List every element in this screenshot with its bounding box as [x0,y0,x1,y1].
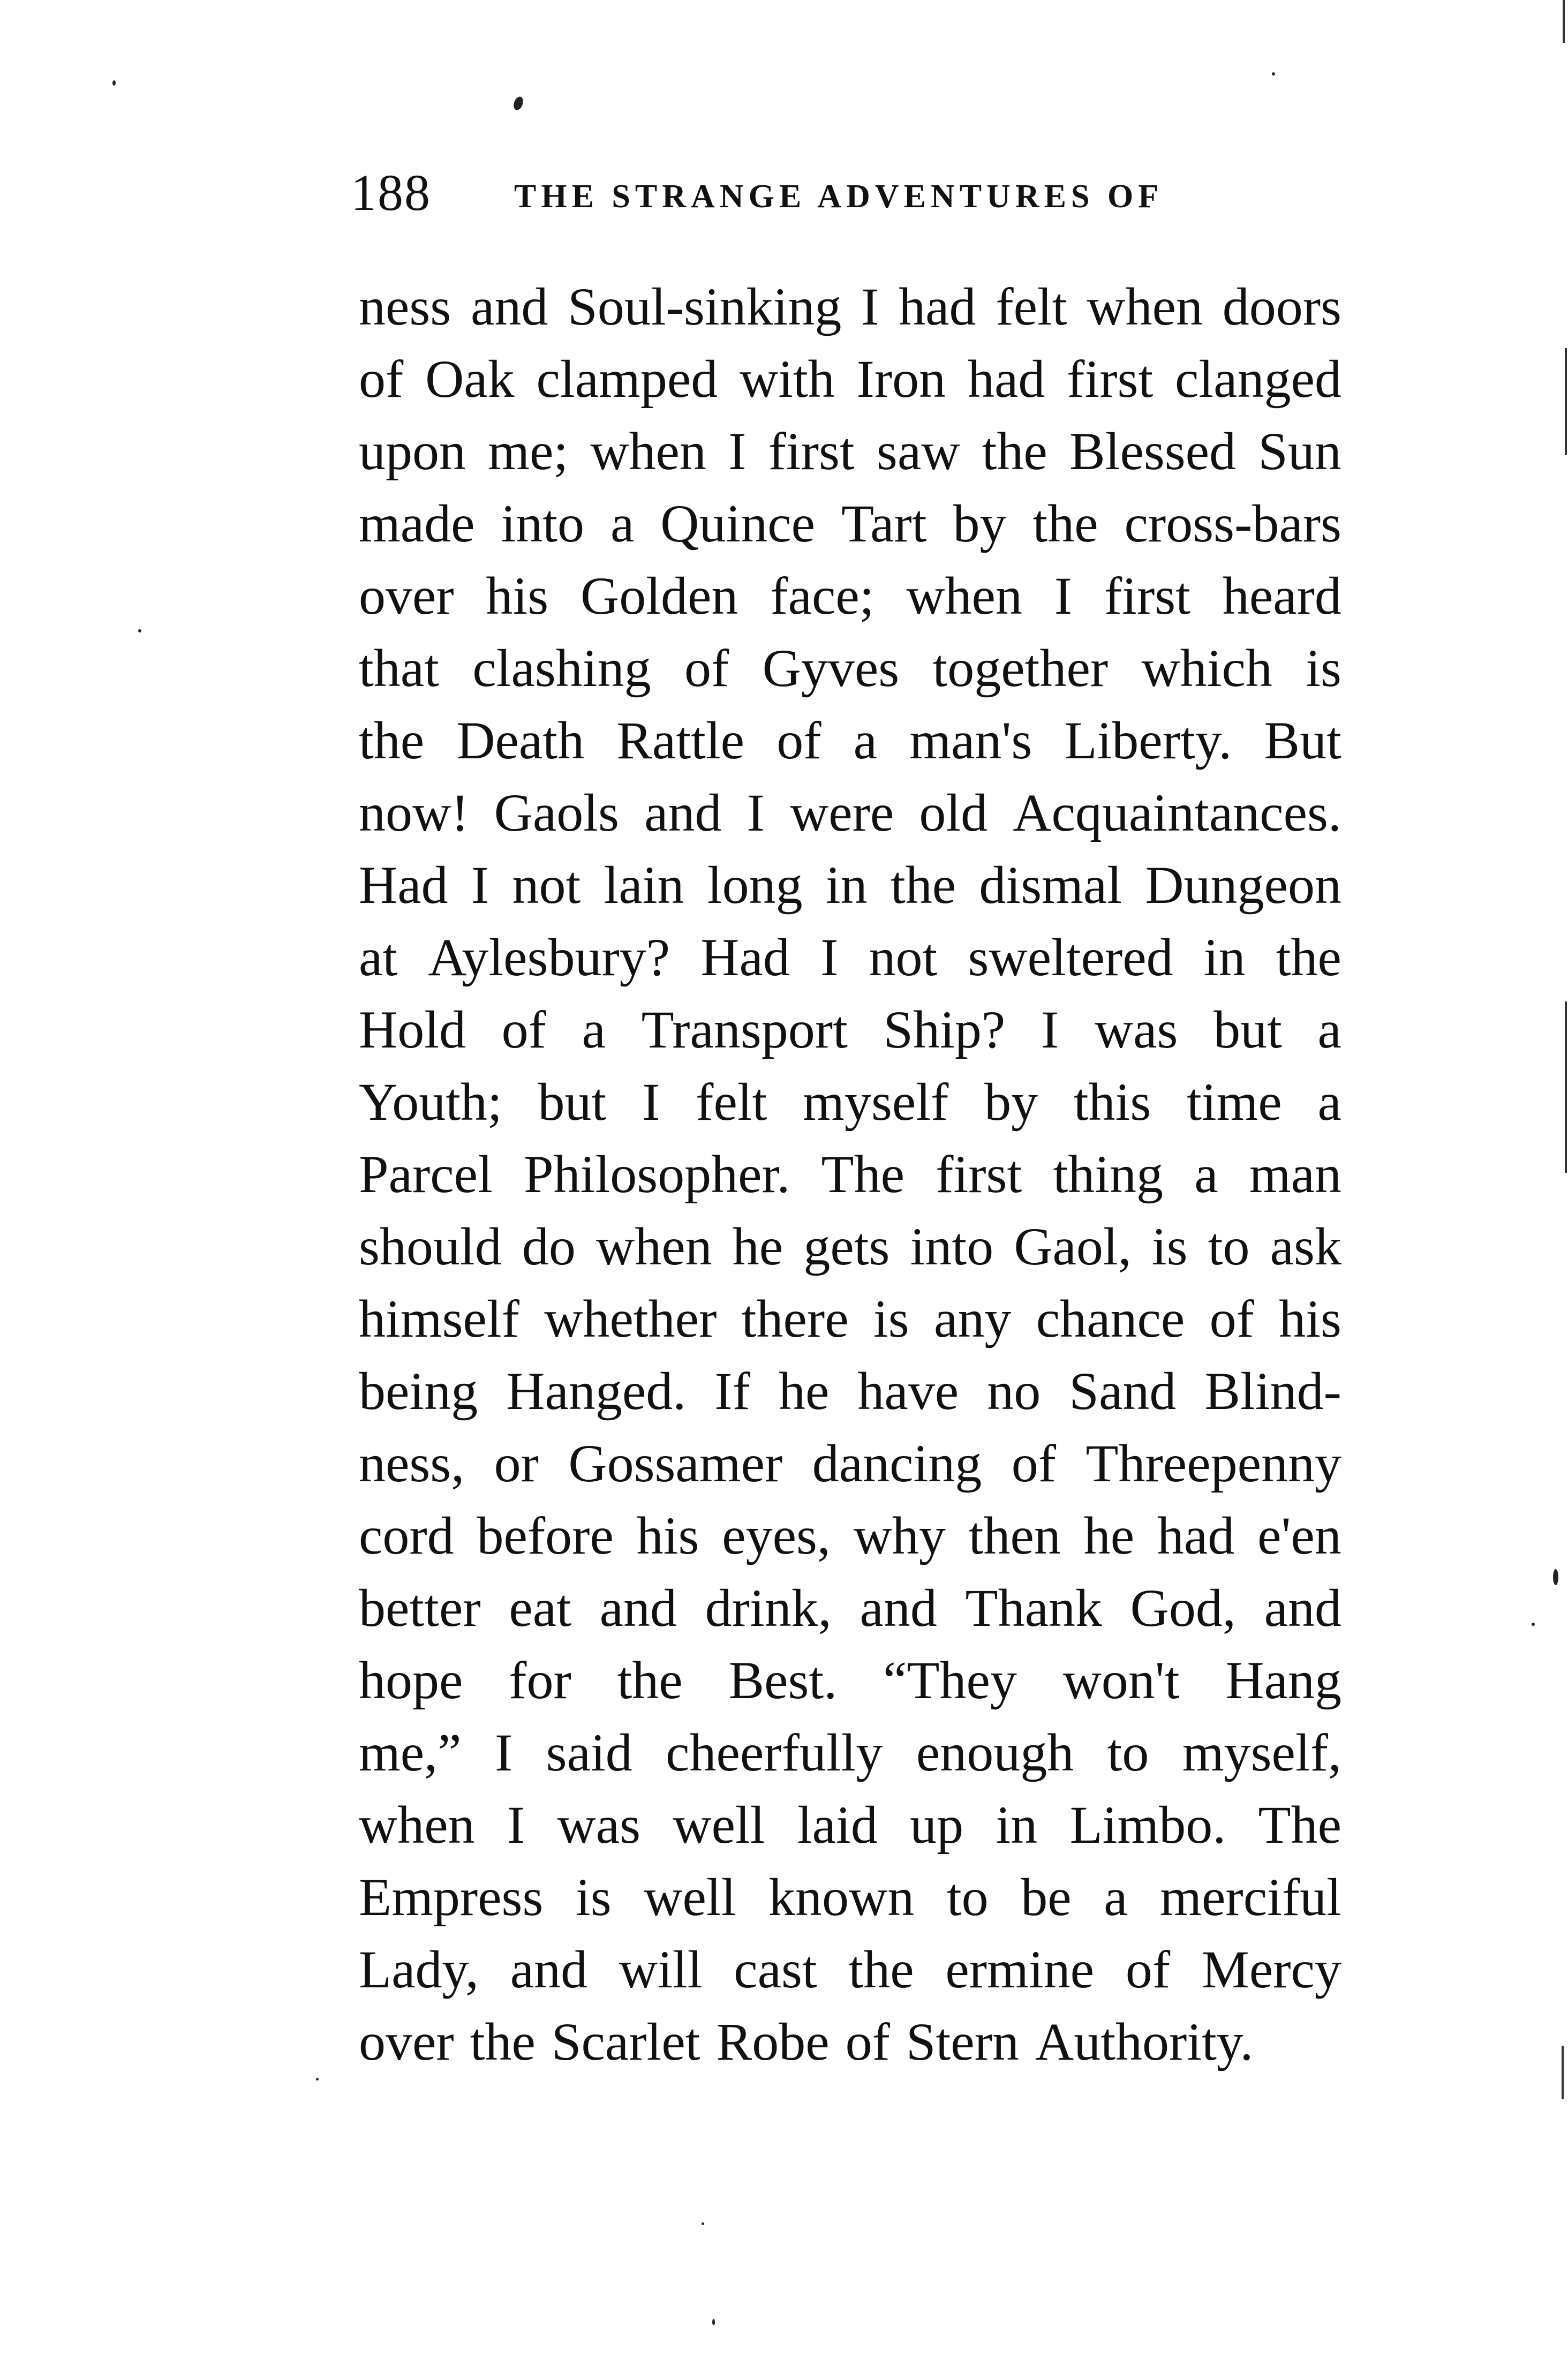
ink-speck [1532,1623,1535,1626]
ink-speck [112,80,116,86]
page-number: 188 [351,164,431,221]
text-line: should do when he gets into Gaol, is to ask [359,1217,1341,1276]
text-line: the Death Rattle of a man's Liberty. But [359,711,1341,770]
text-line: that clashing of Gyves together which is [359,638,1341,698]
text-line: upon me; when I first saw the Blessed Sun [359,421,1341,481]
text-line: Parcel Philosopher. The first thing a man [359,1144,1341,1204]
text-line: hope for the Best. “They won't Hang [359,1651,1341,1710]
ink-speck [316,2078,319,2081]
margin-rule [1563,0,1565,43]
margin-rule [1565,1001,1567,1173]
text-line: being Hanged. If he have no Sand Blind- [359,1361,1341,1421]
running-head: THE STRANGE ADVENTURES OF [514,178,1164,215]
text-line: of Oak clamped with Iron had first clanged [359,349,1341,409]
text-line: himself whether there is any chance of his [359,1289,1341,1348]
text-line: better eat and drink, and Thank God, and [359,1578,1341,1638]
text-line: when I was well laid up in Limbo. The [359,1795,1341,1855]
text-line: Empress is well known to be a merciful [359,1867,1341,1927]
text-line: made into a Quince Tart by the cross-bars [359,494,1341,553]
text-line: over the Scarlet Robe of Stern Authority. [359,2012,1254,2071]
margin-rule [1565,348,1567,455]
ink-speck [1272,72,1275,76]
text-line: over his Golden face; when I first heard [359,566,1341,625]
text-line: now! Gaols and I were old Acquaintances. [359,783,1341,842]
ink-speck [702,2222,704,2225]
ink-speck [712,2319,715,2325]
text-line: me,” I said cheerfully enough to myself, [359,1723,1341,1782]
text-line: Youth; but I felt myself by this time a [359,1072,1341,1132]
text-line: ness and Soul-sinking I had felt when doors [359,277,1341,336]
text-line: at Aylesbury? Had I not sweltered in the [359,928,1341,987]
ink-speck [1553,1569,1558,1585]
margin-rule [1562,2046,1564,2099]
text-line: Hold of a Transport Ship? I was but a [359,1000,1341,1059]
body-text [359,270,1341,2078]
page-header [351,161,1341,225]
ink-speck [512,95,525,111]
text-line: cord before his eyes, why then he had e'en [359,1506,1341,1565]
text-line: ness, or Gossamer dancing of Threepenny [359,1434,1341,1493]
text-line: Had I not lain long in the dismal Dungeon [359,855,1341,915]
ink-speck [138,629,141,632]
text-line: Lady, and will cast the ermine of Mercy [359,1940,1341,1999]
